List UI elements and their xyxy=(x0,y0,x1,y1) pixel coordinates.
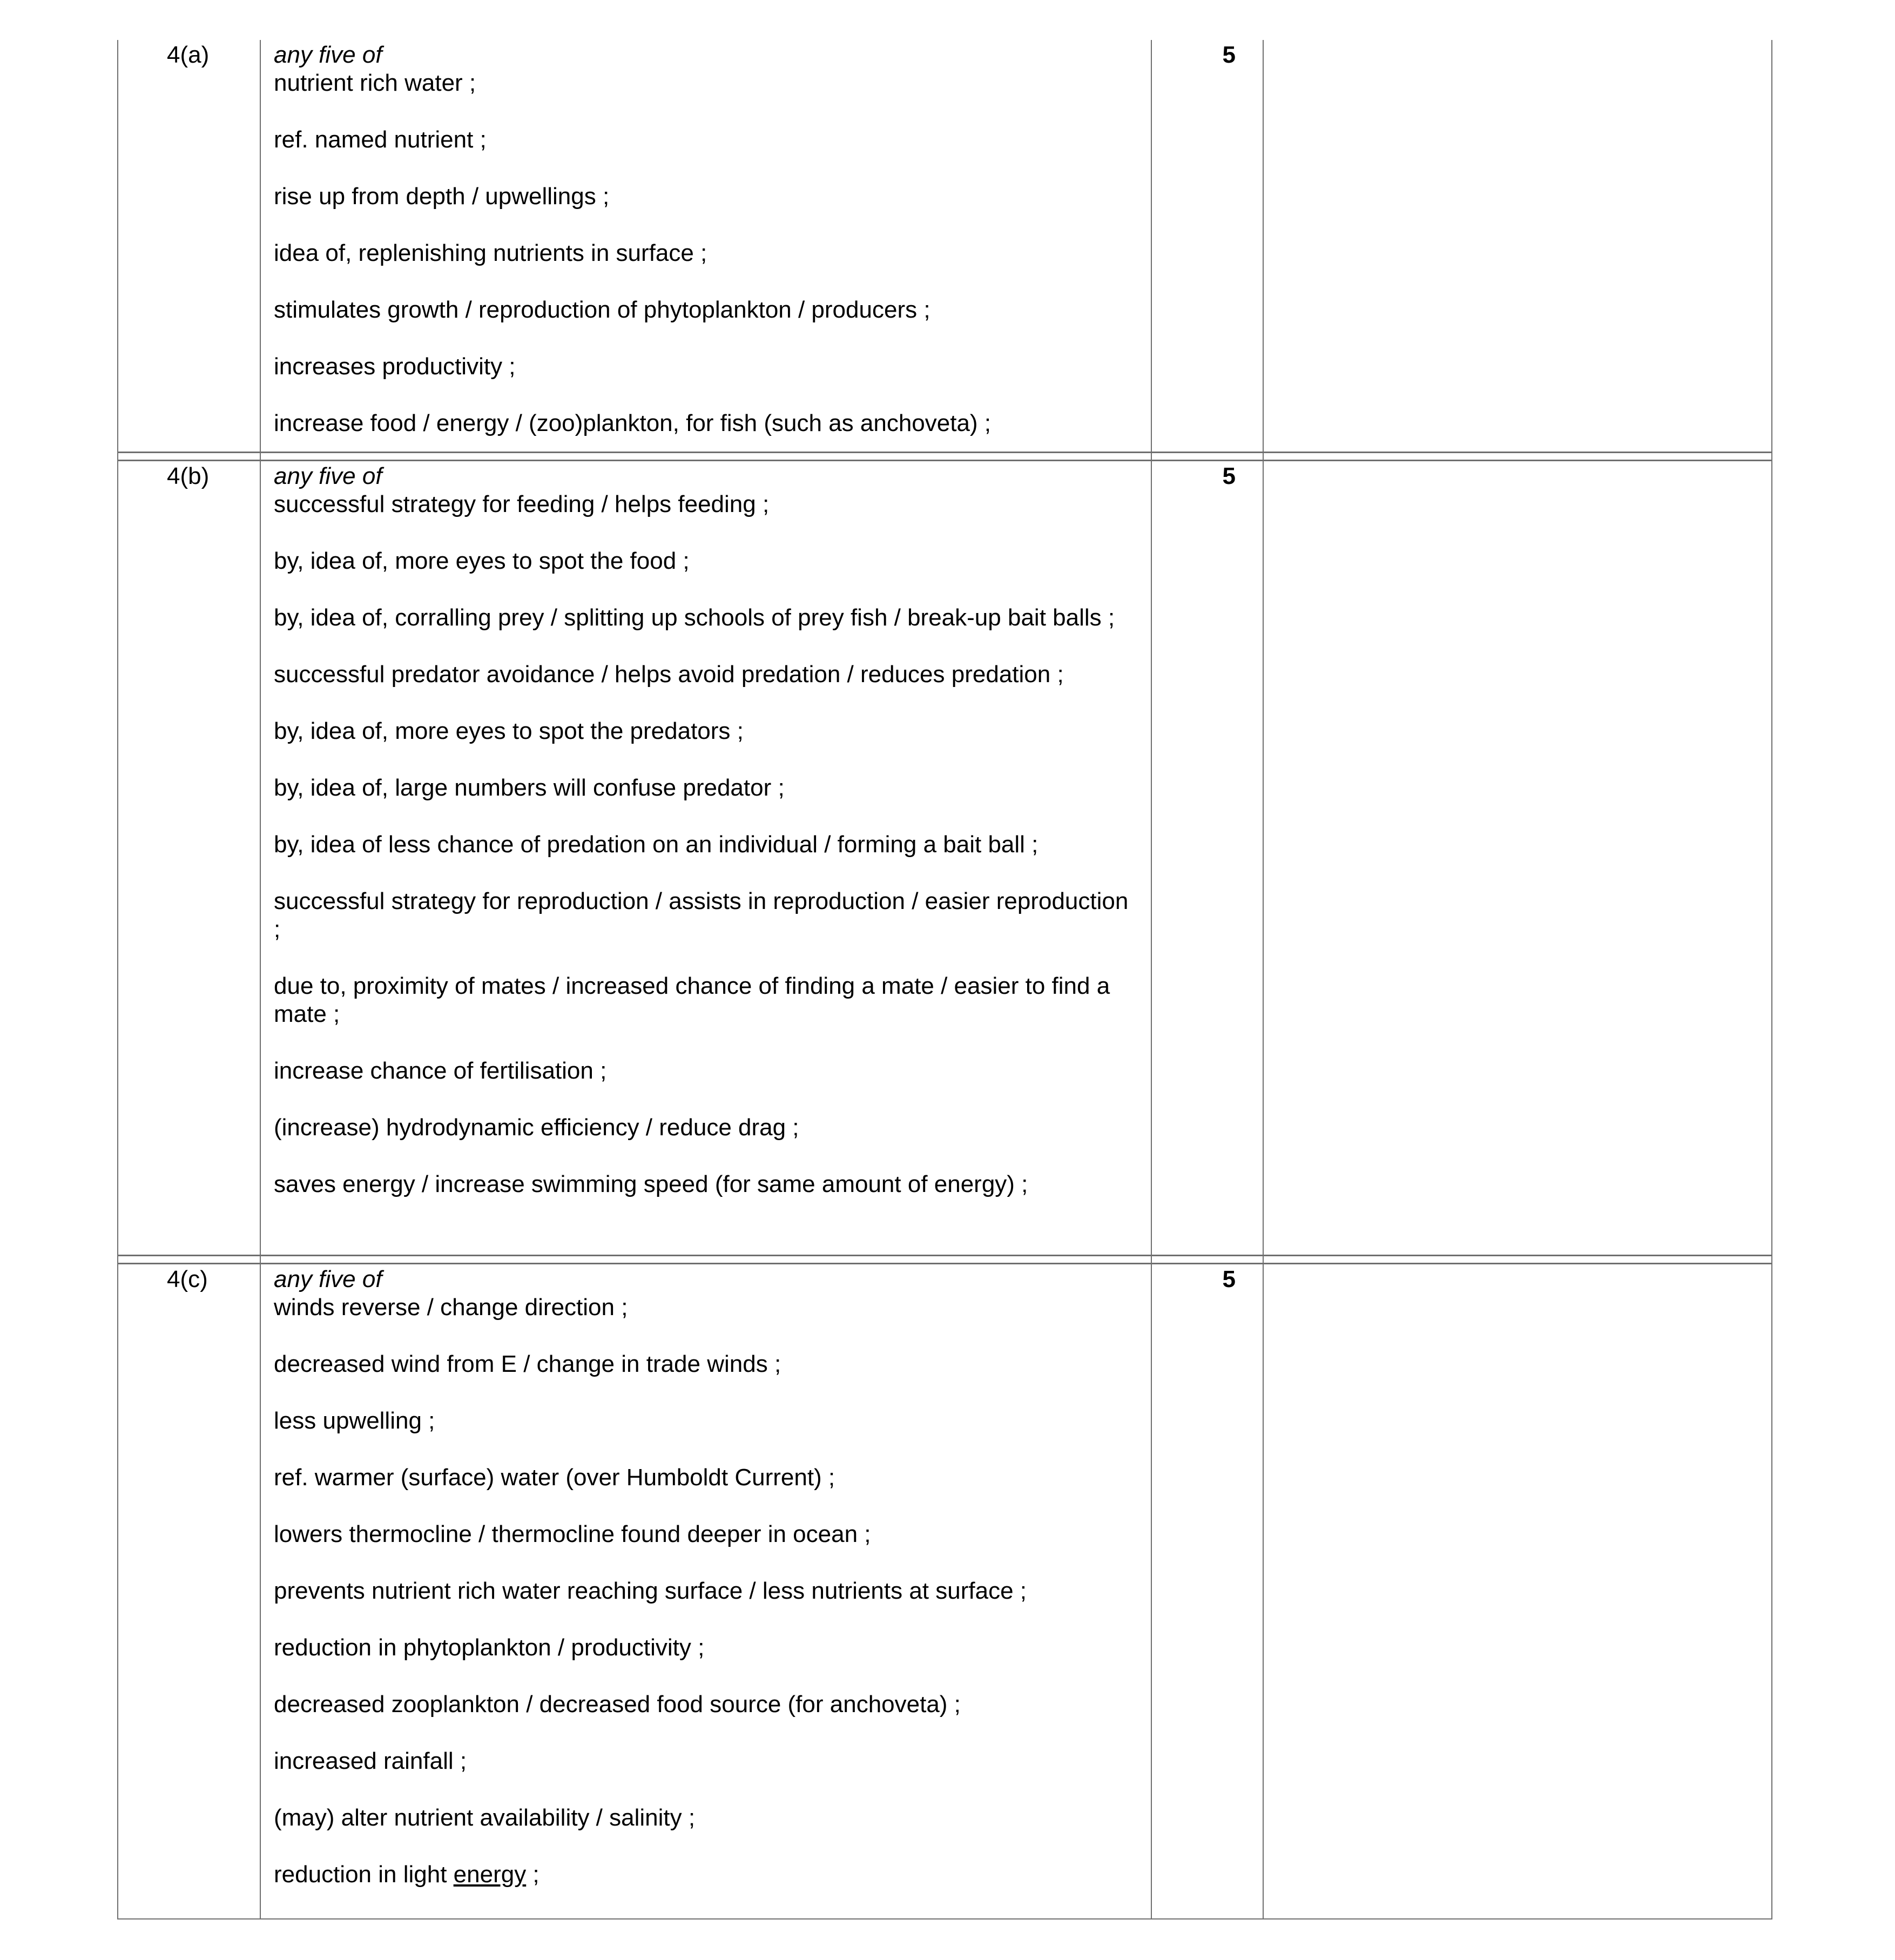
marks-value: 5 xyxy=(1222,463,1236,489)
table-bottom-border xyxy=(117,1918,1772,1919)
answer-point: decreased wind from E / change in trade winds ; xyxy=(274,1351,781,1377)
answer-point: stimulates growth / reproduction of phytoplankton / producers ; xyxy=(274,297,930,323)
answer-point: idea of, replenishing nutrients in surface ; xyxy=(274,240,707,266)
answer-point-last xyxy=(274,1861,1138,1889)
table-row-4c xyxy=(117,1264,1772,1918)
answer-point: winds reverse / change direction ; xyxy=(274,1294,628,1321)
question-number: 4(b) xyxy=(167,463,210,489)
answer-point: by, idea of, more eyes to spot the predators ; xyxy=(274,718,744,744)
answer-intro: any five of xyxy=(274,463,382,489)
answer-point: decreased zooplankton / decreased food source (for anchoveta) ; xyxy=(274,1691,961,1717)
answer-intro: any five of xyxy=(274,42,382,68)
point-text-after: ; xyxy=(526,1861,539,1888)
question-number: 4(a) xyxy=(167,42,210,68)
answer-cell xyxy=(274,41,1138,437)
row-separator xyxy=(117,1255,1772,1264)
answer-point: (increase) hydrodynamic efficiency / reduce drag ; xyxy=(274,1114,799,1141)
answer-point: increases productivity ; xyxy=(274,353,516,380)
answer-point: successful strategy for feeding / helps feeding ; xyxy=(274,491,770,517)
point-text-before: reduction in light xyxy=(274,1861,454,1888)
answer-point: successful strategy for reproduction / assists in reproduction / easier reproduction ; xyxy=(274,888,1129,942)
answer-point: nutrient rich water ; xyxy=(274,70,476,96)
answer-point: by, idea of, more eyes to spot the food ; xyxy=(274,548,690,574)
answer-point: saves energy / increase swimming speed (for same amount of energy) ; xyxy=(274,1171,1028,1197)
answer-point: by, idea of, large numbers will confuse predator ; xyxy=(274,774,785,801)
answer-cell xyxy=(274,462,1138,1198)
answer-point: lowers thermocline / thermocline found deeper in ocean ; xyxy=(274,1521,871,1547)
question-number: 4(c) xyxy=(167,1266,208,1292)
answer-point: rise up from depth / upwellings ; xyxy=(274,183,610,210)
answer-point: ref. named nutrient ; xyxy=(274,126,487,153)
table-row-4b xyxy=(117,461,1772,1255)
marks-value: 5 xyxy=(1222,42,1236,68)
answer-point: increased rainfall ; xyxy=(274,1748,467,1774)
table-row-4a xyxy=(117,40,1772,452)
answer-point: less upwelling ; xyxy=(274,1407,435,1434)
mark-scheme-table xyxy=(117,40,1772,1919)
marks-value: 5 xyxy=(1222,1266,1236,1292)
answer-intro: any five of xyxy=(274,1266,382,1292)
underlined-term: energy xyxy=(453,1861,527,1888)
answer-point: reduction in phytoplankton / productivity ; xyxy=(274,1634,705,1661)
answer-point: successful predator avoidance / helps avoid predation / reduces predation ; xyxy=(274,661,1064,688)
answer-point: (may) alter nutrient availability / salinity ; xyxy=(274,1804,696,1831)
answer-point: increase chance of fertilisation ; xyxy=(274,1058,607,1084)
answer-point: by, idea of, corralling prey / splitting up schools of prey fish / break-up bait balls ; xyxy=(274,604,1115,631)
answer-point: increase food / energy / (zoo)plankton, for fish (such as anchoveta) ; xyxy=(274,410,992,436)
answer-point: due to, proximity of mates / increased chance of finding a mate / easier to find a mate ; xyxy=(274,973,1110,1027)
answer-point: ref. warmer (surface) water (over Humboldt Current) ; xyxy=(274,1464,835,1491)
answer-point: prevents nutrient rich water reaching surface / less nutrients at surface ; xyxy=(274,1578,1027,1604)
row-separator xyxy=(117,452,1772,461)
answer-cell xyxy=(274,1265,1138,1889)
answer-point: by, idea of less chance of predation on an individual / forming a bait ball ; xyxy=(274,831,1038,858)
